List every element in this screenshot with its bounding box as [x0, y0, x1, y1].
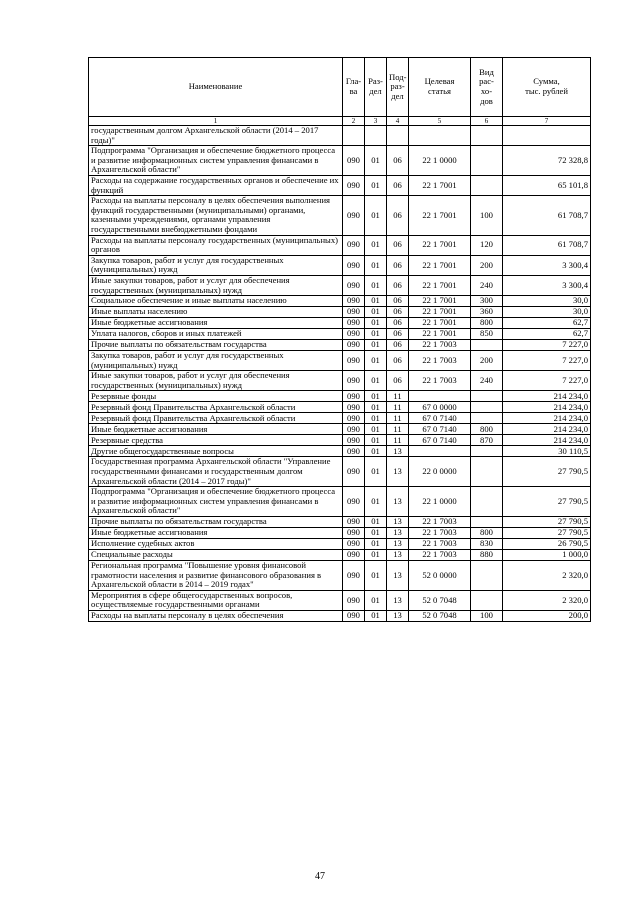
target-article-cell: 22 1 7001	[409, 235, 471, 255]
column-number: 5	[409, 117, 471, 126]
section-cell: 01	[365, 590, 387, 610]
row-name-cell: Резервный фонд Правительства Архангельской области	[89, 413, 343, 424]
expense-type-cell: 240	[471, 371, 503, 391]
row-name-cell: Другие общегосударственные вопросы	[89, 446, 343, 457]
expense-type-cell: 100	[471, 196, 503, 235]
amount-cell: 214 234,0	[503, 391, 591, 402]
amount-cell: 27 790,5	[503, 528, 591, 539]
subsection-cell: 13	[387, 487, 409, 517]
table-row	[89, 424, 591, 435]
row-name-cell: Региональная программа "Повышение уровня финансовой грамотности населения и развитие финансового образования в Архангельской области в 2014 – 2019 годах"	[89, 561, 343, 591]
subsection-cell: 11	[387, 402, 409, 413]
column-number: 4	[387, 117, 409, 126]
amount-cell: 62,7	[503, 329, 591, 340]
chapter-cell: 090	[343, 255, 365, 275]
table-row	[89, 435, 591, 446]
chapter-cell: 090	[343, 487, 365, 517]
chapter-cell: 090	[343, 235, 365, 255]
amount-cell: 61 708,7	[503, 196, 591, 235]
table-row	[89, 528, 591, 539]
target-article-cell: 67 0 7140	[409, 424, 471, 435]
target-article-cell: 52 0 7048	[409, 590, 471, 610]
expense-type-cell: 870	[471, 435, 503, 446]
table-row	[89, 487, 591, 517]
target-article-cell: 22 1 7001	[409, 318, 471, 329]
column-header: Целевая статья	[409, 58, 471, 117]
section-cell: 01	[365, 175, 387, 195]
subsection-cell: 13	[387, 550, 409, 561]
amount-cell: 3 300,4	[503, 255, 591, 275]
table-row	[89, 146, 591, 176]
target-article-cell	[409, 391, 471, 402]
amount-cell: 27 790,5	[503, 487, 591, 517]
amount-cell: 2 320,0	[503, 590, 591, 610]
table-row	[89, 402, 591, 413]
table-row	[89, 296, 591, 307]
chapter-cell: 090	[343, 146, 365, 176]
table-row	[89, 196, 591, 235]
target-article-cell: 67 0 7140	[409, 435, 471, 446]
expense-type-cell: 240	[471, 275, 503, 295]
amount-cell: 30,0	[503, 307, 591, 318]
target-article-cell: 22 1 7003	[409, 517, 471, 528]
target-article-cell: 22 1 7001	[409, 275, 471, 295]
chapter-cell: 090	[343, 517, 365, 528]
column-number: 7	[503, 117, 591, 126]
subsection-cell: 11	[387, 424, 409, 435]
chapter-cell: 090	[343, 307, 365, 318]
chapter-cell: 090	[343, 611, 365, 622]
row-name-cell: Иные выплаты населению	[89, 307, 343, 318]
budget-document	[88, 57, 590, 622]
target-article-cell: 22 1 7001	[409, 196, 471, 235]
subsection-cell: 06	[387, 318, 409, 329]
table-row	[89, 351, 591, 371]
chapter-cell: 090	[343, 175, 365, 195]
subsection-cell: 11	[387, 413, 409, 424]
amount-cell: 214 234,0	[503, 435, 591, 446]
row-name-cell: Подпрограмма "Организация и обеспечение бюджетного процесса и развитие информационных систем управления финансами в Архангельской области"	[89, 487, 343, 517]
row-name-cell: Прочие выплаты по обязательствам государства	[89, 517, 343, 528]
section-cell: 01	[365, 528, 387, 539]
subsection-cell: 13	[387, 539, 409, 550]
section-cell: 01	[365, 296, 387, 307]
subsection-cell: 13	[387, 517, 409, 528]
chapter-cell: 090	[343, 539, 365, 550]
section-cell: 01	[365, 446, 387, 457]
subsection-cell: 06	[387, 307, 409, 318]
target-article-cell	[409, 446, 471, 457]
target-article-cell: 22 1 7001	[409, 329, 471, 340]
column-header: Под- раз- дел	[387, 58, 409, 117]
amount-cell: 30 110,5	[503, 446, 591, 457]
target-article-cell: 52 0 7048	[409, 611, 471, 622]
amount-cell: 7 227,0	[503, 340, 591, 351]
expense-type-cell: 800	[471, 424, 503, 435]
section-cell: 01	[365, 255, 387, 275]
row-name-cell: Закупка товаров, работ и услуг для государственных (муниципальных) нужд	[89, 255, 343, 275]
table-row	[89, 255, 591, 275]
expense-type-cell	[471, 175, 503, 195]
expense-type-cell	[471, 402, 503, 413]
subsection-cell: 06	[387, 255, 409, 275]
table-row	[89, 446, 591, 457]
section-cell: 01	[365, 340, 387, 351]
table-row	[89, 457, 591, 487]
page-number: 47	[315, 871, 325, 882]
section-cell: 01	[365, 391, 387, 402]
table-row	[89, 561, 591, 591]
row-name-cell: Закупка товаров, работ и услуг для государственных (муниципальных) нужд	[89, 351, 343, 371]
column-header: Раз- дел	[365, 58, 387, 117]
subsection-cell: 06	[387, 329, 409, 340]
table-row	[89, 275, 591, 295]
table-row	[89, 611, 591, 622]
target-article-cell: 67 0 0000	[409, 402, 471, 413]
row-name-cell: Иные бюджетные ассигнования	[89, 318, 343, 329]
section-cell: 01	[365, 611, 387, 622]
row-name-cell: Расходы на содержание государственных органов и обеспечение их функций	[89, 175, 343, 195]
row-name-cell: Иные закупки товаров, работ и услуг для обеспечения государственных (муниципальных) нужд	[89, 275, 343, 295]
chapter-cell: 090	[343, 391, 365, 402]
subsection-cell: 13	[387, 611, 409, 622]
amount-cell: 214 234,0	[503, 424, 591, 435]
expense-type-cell: 120	[471, 235, 503, 255]
section-cell: 01	[365, 413, 387, 424]
target-article-cell: 67 0 7140	[409, 413, 471, 424]
chapter-cell: 090	[343, 435, 365, 446]
row-name-cell: Социальное обеспечение и иные выплаты населению	[89, 296, 343, 307]
column-header: Сумма, тыс. рублей	[503, 58, 591, 117]
section-cell: 01	[365, 561, 387, 591]
row-name-cell: Резервные фонды	[89, 391, 343, 402]
chapter-cell: 090	[343, 446, 365, 457]
target-article-cell: 22 1 7001	[409, 296, 471, 307]
amount-cell: 27 790,5	[503, 517, 591, 528]
expense-type-cell: 830	[471, 539, 503, 550]
row-name-cell: Прочие выплаты по обязательствам государства	[89, 340, 343, 351]
section-cell: 01	[365, 318, 387, 329]
table-row	[89, 175, 591, 195]
column-number: 6	[471, 117, 503, 126]
target-article-cell: 22 1 7003	[409, 340, 471, 351]
table-row	[89, 126, 591, 146]
section-cell: 01	[365, 424, 387, 435]
table-row	[89, 307, 591, 318]
row-name-cell: Уплата налогов, сборов и иных платежей	[89, 329, 343, 340]
subsection-cell: 06	[387, 196, 409, 235]
section-cell: 01	[365, 275, 387, 295]
chapter-cell: 090	[343, 424, 365, 435]
target-article-cell: 22 1 7003	[409, 539, 471, 550]
subsection-cell: 06	[387, 296, 409, 307]
chapter-cell: 090	[343, 318, 365, 329]
section-cell: 01	[365, 307, 387, 318]
expense-type-cell: 800	[471, 318, 503, 329]
row-name-cell: государственным долгом Архангельской области (2014 – 2017 годы)"	[89, 126, 343, 146]
row-name-cell: Специальные расходы	[89, 550, 343, 561]
column-header: Наименование	[89, 58, 343, 117]
subsection-cell: 13	[387, 561, 409, 591]
chapter-cell	[343, 126, 365, 146]
expense-type-cell	[471, 340, 503, 351]
section-cell: 01	[365, 371, 387, 391]
row-name-cell: Исполнение судебных актов	[89, 539, 343, 550]
table-row	[89, 413, 591, 424]
chapter-cell: 090	[343, 528, 365, 539]
table-row	[89, 550, 591, 561]
amount-cell: 27 790,5	[503, 457, 591, 487]
section-cell: 01	[365, 487, 387, 517]
expense-type-cell	[471, 391, 503, 402]
subsection-cell: 06	[387, 371, 409, 391]
target-article-cell: 22 1 7003	[409, 528, 471, 539]
section-cell: 01	[365, 550, 387, 561]
expense-type-cell: 300	[471, 296, 503, 307]
amount-cell: 200,0	[503, 611, 591, 622]
row-name-cell: Расходы на выплаты персоналу в целях обеспечения	[89, 611, 343, 622]
table-body	[89, 126, 591, 622]
expense-type-cell: 200	[471, 351, 503, 371]
target-article-cell: 22 0 0000	[409, 457, 471, 487]
section-cell: 01	[365, 517, 387, 528]
section-cell: 01	[365, 539, 387, 550]
expense-type-cell	[471, 126, 503, 146]
table-row	[89, 318, 591, 329]
target-article-cell: 22 1 7003	[409, 550, 471, 561]
subsection-cell: 06	[387, 235, 409, 255]
expense-type-cell	[471, 457, 503, 487]
row-name-cell: Иные бюджетные ассигнования	[89, 528, 343, 539]
expense-type-cell	[471, 517, 503, 528]
subsection-cell: 13	[387, 446, 409, 457]
chapter-cell: 090	[343, 275, 365, 295]
subsection-cell: 13	[387, 528, 409, 539]
column-header: Гла- ва	[343, 58, 365, 117]
expense-type-cell	[471, 446, 503, 457]
section-cell: 01	[365, 402, 387, 413]
chapter-cell: 090	[343, 413, 365, 424]
table-row	[89, 371, 591, 391]
expense-type-cell	[471, 146, 503, 176]
row-name-cell: Резервный фонд Правительства Архангельской области	[89, 402, 343, 413]
expense-type-cell: 800	[471, 528, 503, 539]
amount-cell: 61 708,7	[503, 235, 591, 255]
chapter-cell: 090	[343, 351, 365, 371]
target-article-cell	[409, 126, 471, 146]
subsection-cell: 06	[387, 351, 409, 371]
table-row	[89, 539, 591, 550]
expense-type-cell: 200	[471, 255, 503, 275]
expense-type-cell: 880	[471, 550, 503, 561]
expense-type-cell	[471, 561, 503, 591]
chapter-cell: 090	[343, 371, 365, 391]
amount-cell: 3 300,4	[503, 275, 591, 295]
amount-cell: 1 000,0	[503, 550, 591, 561]
table-row	[89, 340, 591, 351]
column-number: 1	[89, 117, 343, 126]
budget-table	[88, 57, 591, 622]
subsection-cell: 11	[387, 391, 409, 402]
table-row	[89, 517, 591, 528]
column-header: Вид рас- хо- дов	[471, 58, 503, 117]
subsection-cell: 06	[387, 275, 409, 295]
expense-type-cell: 100	[471, 611, 503, 622]
amount-cell: 62,7	[503, 318, 591, 329]
subsection-cell: 06	[387, 175, 409, 195]
row-name-cell: Резервные средства	[89, 435, 343, 446]
expense-type-cell: 850	[471, 329, 503, 340]
subsection-cell: 13	[387, 590, 409, 610]
chapter-cell: 090	[343, 590, 365, 610]
target-article-cell: 22 1 7003	[409, 371, 471, 391]
row-name-cell: Государственная программа Архангельской области "Управление государственными финансами и государственным долгом Архангельской области (2014 – 2017 годы)"	[89, 457, 343, 487]
section-cell: 01	[365, 435, 387, 446]
row-name-cell: Мероприятия в сфере общегосударственных вопросов, осуществляемые государственными органами	[89, 590, 343, 610]
section-cell: 01	[365, 351, 387, 371]
table-row	[89, 391, 591, 402]
column-number: 2	[343, 117, 365, 126]
section-cell: 01	[365, 329, 387, 340]
row-name-cell: Иные бюджетные ассигнования	[89, 424, 343, 435]
subsection-cell	[387, 126, 409, 146]
expense-type-cell	[471, 590, 503, 610]
target-article-cell: 22 1 0000	[409, 487, 471, 517]
amount-cell: 2 320,0	[503, 561, 591, 591]
amount-cell: 214 234,0	[503, 413, 591, 424]
subsection-cell: 06	[387, 340, 409, 351]
expense-type-cell	[471, 413, 503, 424]
table-row	[89, 590, 591, 610]
target-article-cell: 22 1 7001	[409, 307, 471, 318]
row-name-cell: Расходы на выплаты персоналу государственных (муниципальных) органов	[89, 235, 343, 255]
chapter-cell: 090	[343, 550, 365, 561]
target-article-cell: 22 1 0000	[409, 146, 471, 176]
amount-cell: 65 101,8	[503, 175, 591, 195]
amount-cell: 26 790,5	[503, 539, 591, 550]
section-cell: 01	[365, 457, 387, 487]
table-row	[89, 235, 591, 255]
subsection-cell: 06	[387, 146, 409, 176]
table-header-row	[89, 58, 591, 117]
chapter-cell: 090	[343, 561, 365, 591]
chapter-cell: 090	[343, 457, 365, 487]
target-article-cell: 22 1 7001	[409, 255, 471, 275]
subsection-cell: 11	[387, 435, 409, 446]
amount-cell: 7 227,0	[503, 371, 591, 391]
chapter-cell: 090	[343, 402, 365, 413]
section-cell: 01	[365, 146, 387, 176]
row-name-cell: Расходы на выплаты персоналу в целях обеспечения выполнения функций государственными (муниципальными) органами, казенными учреждениями, органами управления государственными внебюджетными фондами	[89, 196, 343, 235]
target-article-cell: 52 0 0000	[409, 561, 471, 591]
target-article-cell: 22 1 7001	[409, 175, 471, 195]
expense-type-cell	[471, 487, 503, 517]
amount-cell: 30,0	[503, 296, 591, 307]
table-row	[89, 329, 591, 340]
section-cell: 01	[365, 235, 387, 255]
chapter-cell: 090	[343, 296, 365, 307]
column-number: 3	[365, 117, 387, 126]
amount-cell: 7 227,0	[503, 351, 591, 371]
amount-cell	[503, 126, 591, 146]
amount-cell: 72 328,8	[503, 146, 591, 176]
expense-type-cell: 360	[471, 307, 503, 318]
row-name-cell: Иные закупки товаров, работ и услуг для обеспечения государственных (муниципальных) нужд	[89, 371, 343, 391]
chapter-cell: 090	[343, 329, 365, 340]
target-article-cell: 22 1 7003	[409, 351, 471, 371]
section-cell	[365, 126, 387, 146]
chapter-cell: 090	[343, 196, 365, 235]
row-name-cell: Подпрограмма "Организация и обеспечение бюджетного процесса и развитие информационных систем управления финансами в Архангельской области"	[89, 146, 343, 176]
amount-cell: 214 234,0	[503, 402, 591, 413]
subsection-cell: 13	[387, 457, 409, 487]
chapter-cell: 090	[343, 340, 365, 351]
section-cell: 01	[365, 196, 387, 235]
